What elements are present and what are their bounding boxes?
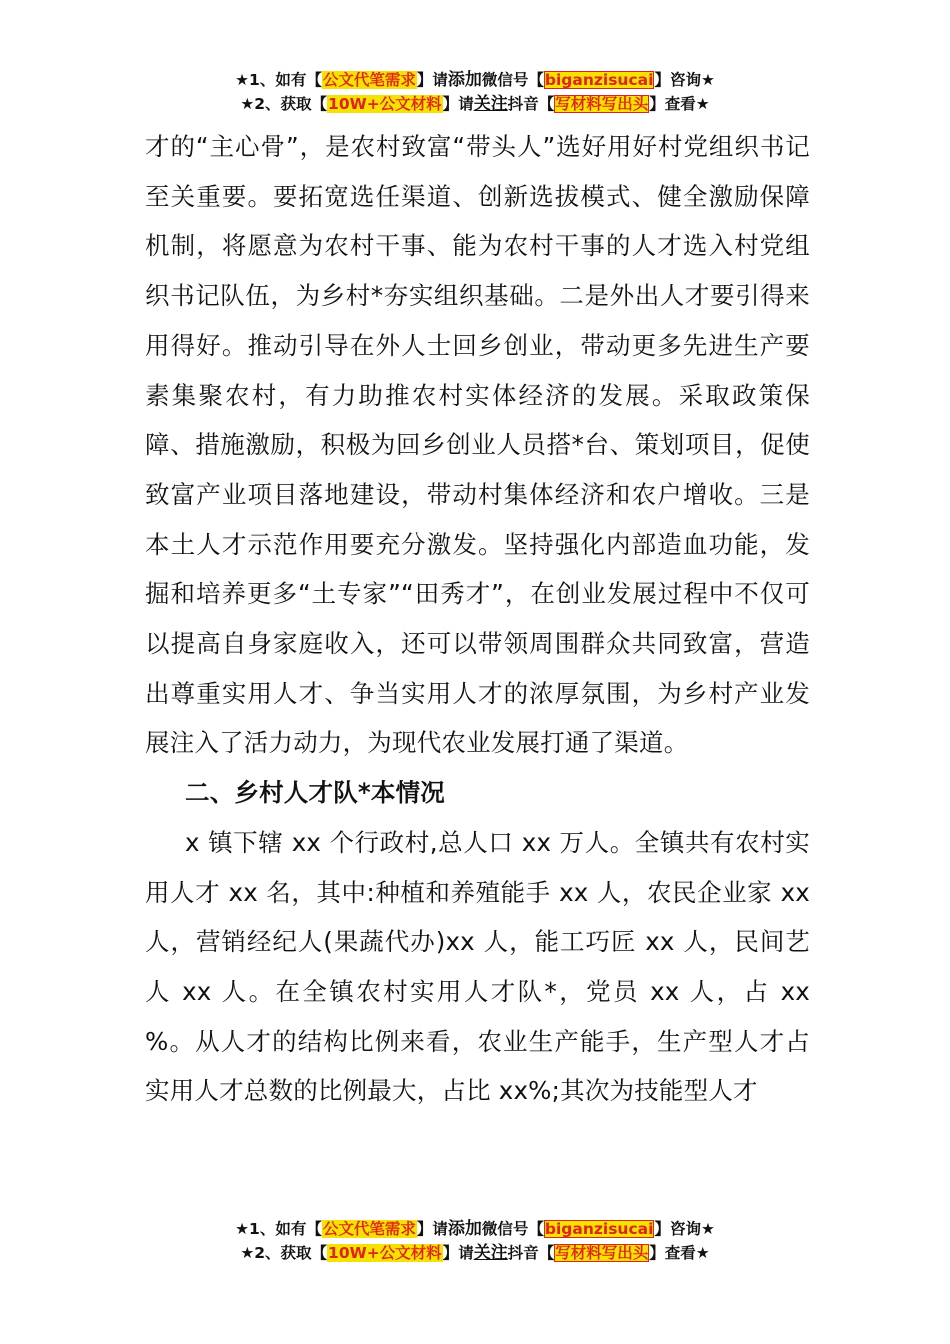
highlight-wechat-id: biganzisucai: [544, 71, 654, 89]
banner-text: ★1、如有【: [235, 71, 322, 89]
banner-emphasis: 添加: [447, 70, 482, 90]
banner-emphasis: 关注: [473, 1243, 508, 1263]
banner-text: ★1、如有【: [235, 1220, 322, 1238]
highlight-service: 公文代笔需求: [322, 1220, 416, 1238]
highlight-materials: 10W+公文材料: [328, 1244, 442, 1262]
banner-text: 】请: [416, 1220, 448, 1238]
header-banner: [0, 68, 950, 116]
banner-text: ★2、获取【: [240, 1244, 328, 1262]
banner-text: 】请: [442, 95, 474, 113]
body-paragraph-1: 才的“主心骨”，是农村致富“带头人”选好用好村党组织书记至关重要。要拓宽选任渠道、创新选拔模式、健全激励保障机制，将愿意为农村干事、能为农村干事的人才选入村党组织书记队伍，为乡村*夯实组织基础。二是外出人才要引得来用得好。推动引导在外人士回乡创业，带动更多先进生产要素集聚农村，有力助推农村实体经济的发展。采取政策保障、措施激励，积极为回乡创业人员搭*台、策划项目，促使致富产业项目落地建设，带动村集体经济和农户增收。三是本土人才示范作用要充分激发。坚持强化内部造血功能，发掘和培养更多“土专家”“田秀才”，在创业发展过程中不仅可以提高自身家庭收入，还可以带领周围群众共同致富，营造出尊重实用人才、争当实用人才的浓厚氛围，为乡村产业发展注入了活力动力，为现代农业发展打通了渠道。: [145, 132, 810, 758]
banner-text: 抖音【: [507, 95, 555, 113]
highlight-douyin-account: 写材料写出头: [555, 95, 649, 113]
banner-line-1: [0, 68, 950, 92]
banner-line-1: [0, 1217, 950, 1241]
body-paragraph-2: x 镇下辖 xx 个行政村,总人口 xx 万人。全镇共有农村实用人才 xx 名，其中:种植和养殖能手 xx 人，农民企业家 xx 人，营销经纪人(果蔬代办)xx 人，能工巧匠 xx 人，民间艺人 xx 人。在全镇农村实用人才队*，党员 xx 人，占 xx %。从人才的结构比例来看，农业生产能手，生产型人才占实用人才总数的比例最大，占比 xx%;其次为技能型人才: [145, 827, 810, 1106]
banner-text: 】咨询★: [654, 1220, 715, 1238]
banner-text: 】请: [442, 1244, 474, 1262]
banner-text: 抖音【: [507, 1244, 555, 1262]
banner-text: 微信号【: [481, 1220, 544, 1238]
highlight-douyin-account: 写材料写出头: [555, 1244, 649, 1262]
highlight-wechat-id: biganzisucai: [544, 1220, 654, 1238]
banner-text: ★2、获取【: [240, 95, 328, 113]
document-body: [145, 122, 810, 1116]
banner-text: 】查看★: [649, 1244, 710, 1262]
banner-text: 】请: [416, 71, 448, 89]
section-heading: 二、乡村人才队*本情况: [185, 778, 446, 808]
banner-text: 】查看★: [649, 95, 710, 113]
banner-text: 】咨询★: [654, 71, 715, 89]
footer-banner: [0, 1217, 950, 1265]
banner-line-2: [0, 1241, 950, 1265]
highlight-materials: 10W+公文材料: [328, 95, 442, 113]
banner-emphasis: 添加: [447, 1219, 482, 1239]
highlight-service: 公文代笔需求: [322, 71, 416, 89]
banner-emphasis: 关注: [473, 94, 508, 114]
banner-text: 微信号【: [481, 71, 544, 89]
banner-line-2: [0, 92, 950, 116]
